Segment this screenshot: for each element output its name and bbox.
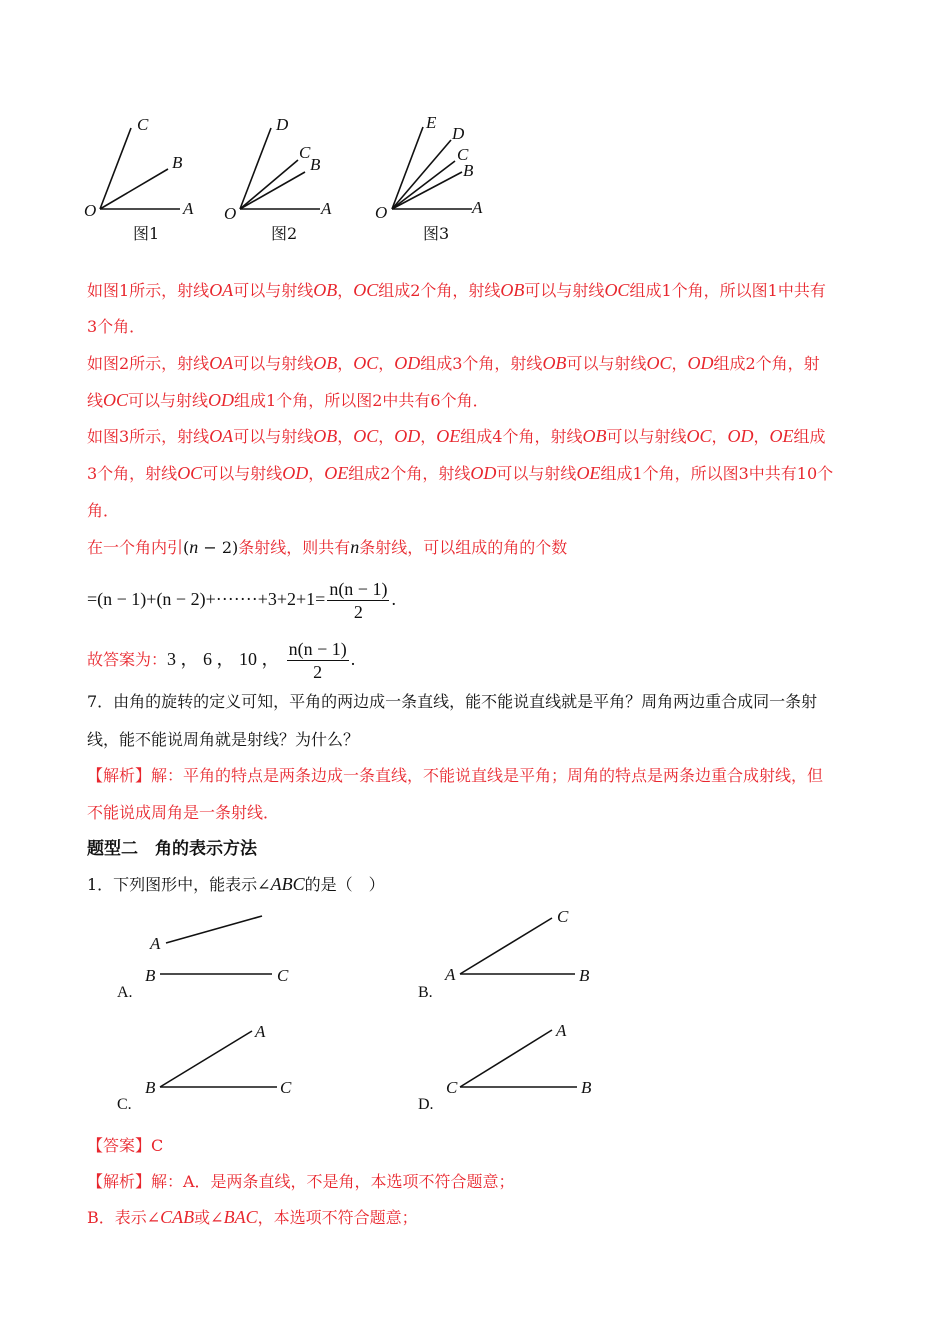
analysis-suffix: ，本选项不符合题意； [257,1208,418,1227]
option-b-lines [460,918,575,974]
figure-2-rays [240,128,320,209]
text-segment: 组成 [793,427,826,446]
math-symbol: OD [727,426,754,446]
fraction-numerator: n(n − 1) [288,639,347,659]
text-segment: 组成4个角，射线 [460,427,583,446]
text-segment: 组成2个角，射线 [348,464,471,483]
math-symbol: OD [282,463,309,483]
math-symbol: OC [353,280,379,300]
fig1-label-b: B [172,153,183,172]
text-segment: 可以与射线 [202,464,283,483]
text-segment: ， [711,427,728,446]
text-segment: ， [753,427,770,446]
answer-period: . [350,649,356,669]
fig2-label-a: A [321,199,332,218]
question-1-suffix: 的是（ ） [304,875,385,894]
text-segment: 3个角，射线 [87,464,178,483]
text-segment: ， [378,354,395,373]
question-1-angle: ABC [270,874,305,894]
math-symbol: OB [500,280,525,300]
text-segment: ， [337,281,354,300]
math-symbol: OC [353,426,379,446]
math-symbol: OD [470,463,497,483]
fig3-label-b: B [463,161,474,180]
math-symbol: OE [324,463,349,483]
math-symbol: OD [687,353,714,373]
text-segment: 组成2个角，射线 [378,281,501,300]
option-c-label[interactable]: C. [117,1096,132,1113]
question-7-line-2: 线，能不能说周角就是射线？为什么？ [87,730,360,749]
math-symbol: OD [208,390,235,410]
text-segment: 可以与射线 [233,354,314,373]
fig3-label-d: D [452,124,465,143]
explanation-line [87,425,826,448]
text-segment: 组成2个角，射 [713,354,820,373]
option-c-point-b: B [145,1078,156,1097]
text-segment: 如图2所示，射线 [87,354,210,373]
option-a-lines [160,916,272,974]
option-a-label[interactable]: A. [117,984,133,1001]
text-segment: 可以与射线 [233,281,314,300]
explanation-line [87,536,567,559]
explanation-line [87,352,820,375]
fig3-label-o: O [375,203,388,222]
question-7-analysis-line-2: 不能说成周角是一条射线． [87,803,280,822]
text-segment: 可以与射线 [524,281,605,300]
explanation-line [87,279,826,302]
text-segment: 可以与射线 [566,354,647,373]
math-symbol: OB [582,426,607,446]
formula-period: . [391,589,396,609]
answer-values: 3 ， 6 ， 10 ， [167,649,280,669]
text-segment: ， [337,354,354,373]
option-b-point-c: C [557,907,569,926]
text-segment: ， [308,464,325,483]
math-symbol: OB [542,353,567,373]
question-7-line-1: 7．由角的旋转的定义可知，平角的两边成一条直线，能不能说直线就是平角？周角两边重合成同一条射 [87,692,818,711]
text-segment: ( [183,538,190,557]
section-heading: 题型二 角的表示方法 [87,839,257,859]
question-1-answer: 【答案】C [87,1136,164,1155]
math-symbol: OC [353,353,379,373]
text-segment: ， [337,427,354,446]
math-symbol: OA [209,280,234,300]
text-segment: 角． [87,501,120,520]
math-symbol: OC [686,426,712,446]
option-d-label[interactable]: D. [418,1096,434,1113]
text-segment: 如图1所示，射线 [87,281,210,300]
text-segment: 组成1个角，所以图1中共有 [629,281,826,300]
analysis-or: 或∠ [194,1208,224,1227]
question-7-analysis-line-1: 【解析】解：平角的特点是两条边成一条直线，不能说直线是平角；周角的特点是两条边重合成射线，但 [87,766,824,785]
explanation-line [87,462,833,485]
fraction-numerator: n(n − 1) [329,579,388,599]
fig2-caption: 图2 [271,224,298,243]
option-d-point-c: C [446,1078,458,1097]
formula-expression: =(n − 1)+(n − 2)+·······+3+2+1= [87,589,326,609]
formula-fraction [327,578,389,623]
math-symbol: OB [313,426,338,446]
analysis-prefix: B．表示∠ [87,1208,161,1227]
math-symbol: OD [394,426,421,446]
text-segment: 可以与射线 [128,391,209,410]
math-symbol: OC [646,353,672,373]
option-b-label[interactable]: B. [418,984,433,1001]
text-segment: − 2) [198,538,239,557]
math-symbol: OC [604,280,630,300]
text-segment: 组成3个角，射线 [420,354,543,373]
text-segment: 组成1个角，所以图2中共有6个角． [234,391,489,410]
text-segment: 可以与射线 [606,427,687,446]
explanation-line [87,316,145,338]
option-a-point-b: B [145,966,156,985]
answer-fraction [287,638,349,683]
math-symbol: n [350,537,360,557]
option-b-point-b: B [579,966,590,985]
option-d-point-b: B [581,1078,592,1097]
option-a-point-a: A [150,934,161,953]
figure-1-rays [100,128,180,209]
explanation-line [87,500,119,522]
fraction-denominator: 2 [313,662,323,682]
fig1-caption: 图1 [133,224,160,243]
math-symbol: n [189,537,199,557]
angle-cab: CAB [160,1207,195,1227]
option-b-point-a: A [445,965,456,984]
text-segment: 可以与射线 [233,427,314,446]
fig1-label-a: A [183,199,194,218]
fraction-denominator: 2 [353,602,363,622]
text-segment: ， [671,354,688,373]
fig3-label-e: E [426,113,437,132]
math-symbol: OE [769,426,794,446]
text-segment: 条射线，可以组成的角的个数 [359,538,568,557]
text-segment: 3个角． [87,317,146,336]
text-segment: 组成1个角，所以图3中共有10个 [600,464,834,483]
fig3-label-c: C [457,145,469,164]
fig3-label-a: A [472,198,483,217]
text-segment: 线 [87,391,104,410]
answer-label: 故答案为： [87,650,168,669]
option-d-point-a: A [556,1021,567,1040]
math-symbol: OB [313,353,338,373]
text-segment: ， [378,427,395,446]
math-symbol: OE [576,463,601,483]
text-segment: 如图3所示，射线 [87,427,210,446]
fig2-label-o: O [224,204,237,223]
question-1-prefix: 1．下列图形中，能表示∠ [87,875,271,894]
angle-bac: BAC [223,1207,258,1227]
sum-formula [87,578,396,623]
math-symbol: OC [177,463,203,483]
question-1-analysis-line-2 [87,1206,418,1229]
explanation-line [87,389,489,412]
math-symbol: OE [436,426,461,446]
answer-line [87,638,355,683]
question-1-stem [87,873,385,896]
fig2-label-d: D [276,115,289,134]
fig3-caption: 图3 [423,224,450,243]
text-segment: 在一个角内引 [87,538,184,557]
fig2-label-c: C [299,143,311,162]
math-symbol: OC [103,390,129,410]
question-1-analysis-line-1: 【解析】解：A．是两条直线，不是角，本选项不符合题意； [87,1172,515,1191]
math-symbol: OA [209,353,234,373]
math-symbol: OB [313,280,338,300]
math-symbol: OD [394,353,421,373]
fig1-label-c: C [137,115,149,134]
option-a-point-c: C [277,966,289,985]
text-segment: 可以与射线 [496,464,577,483]
fig1-label-o: O [84,201,97,220]
option-c-point-c: C [280,1078,292,1097]
option-c-point-a: A [255,1022,266,1041]
fig2-label-b: B [310,155,321,174]
text-segment: 条射线，则共有 [238,538,351,557]
math-symbol: OA [209,426,234,446]
text-segment: ， [420,427,437,446]
